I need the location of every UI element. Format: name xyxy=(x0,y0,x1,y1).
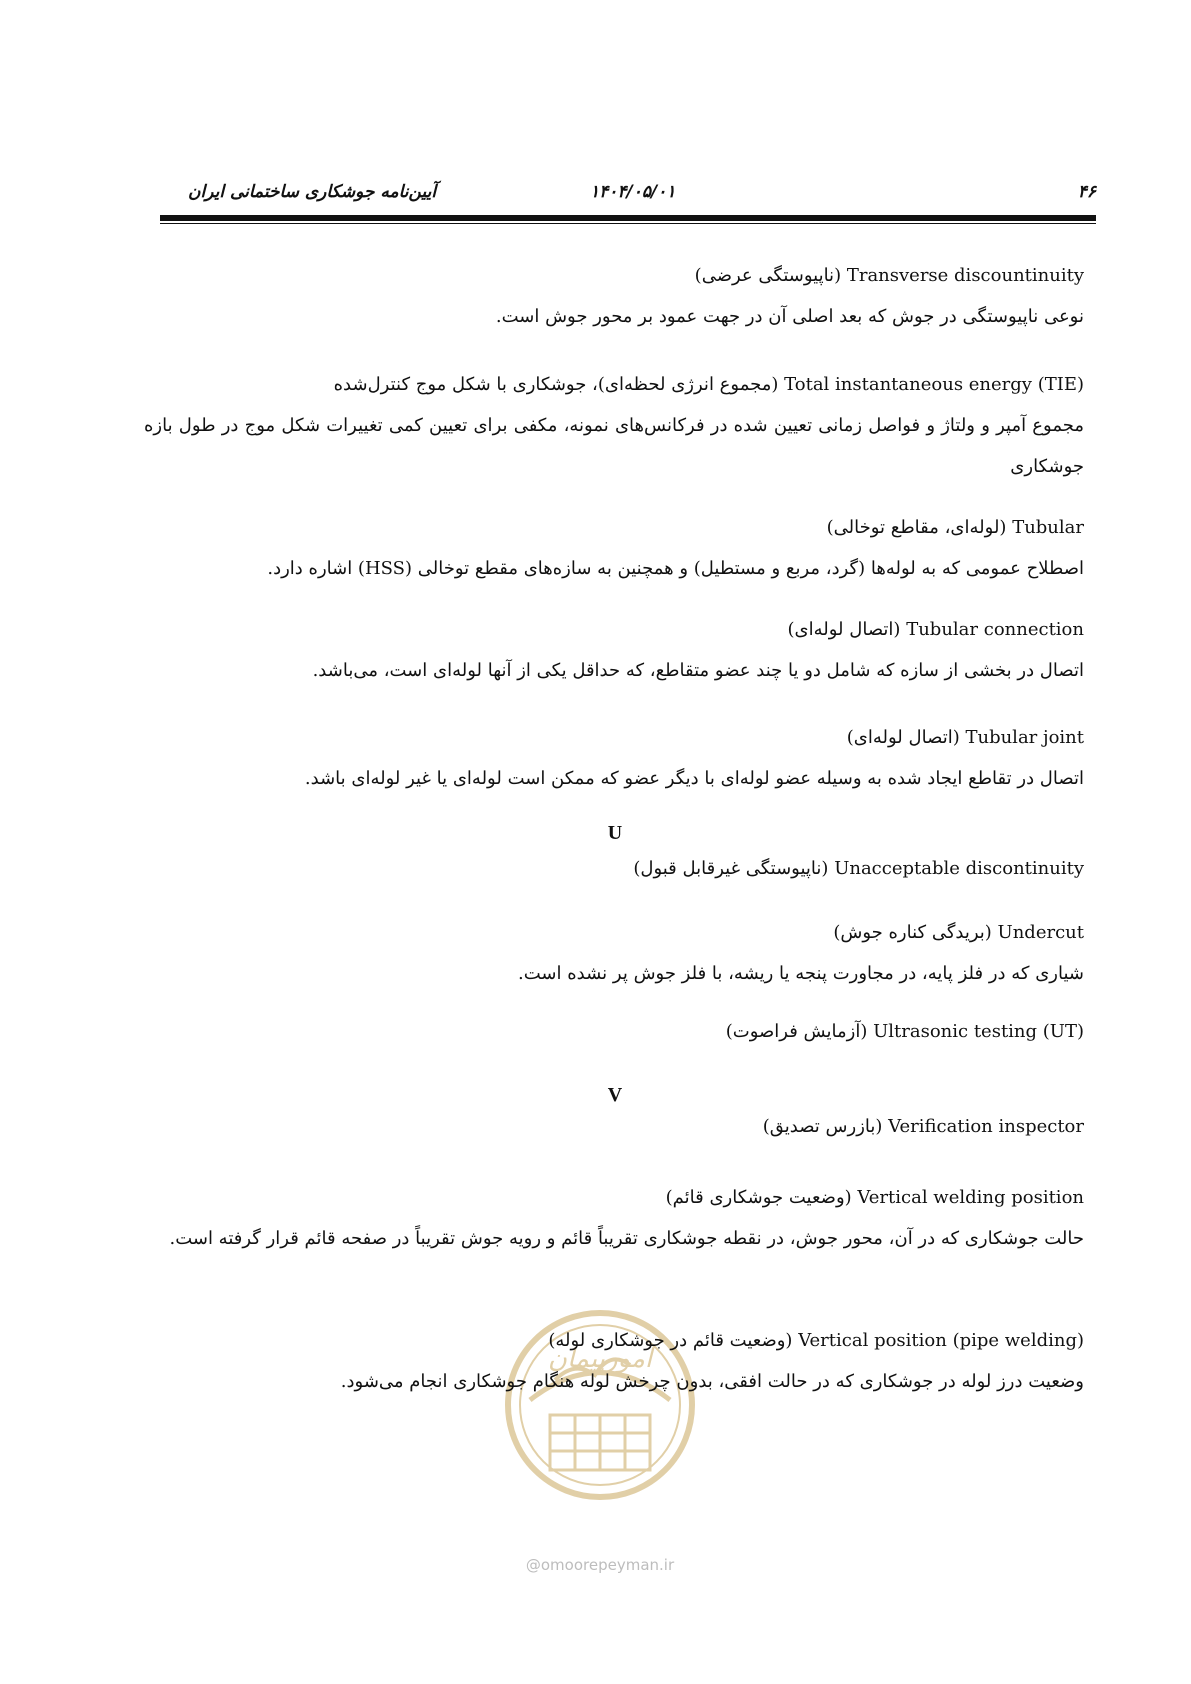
term-english: Vertical position (pipe welding) xyxy=(798,1330,1084,1351)
glossary-entry xyxy=(144,1011,1084,1052)
glossary-entry xyxy=(144,1177,1084,1259)
term-english: Vertical welding position xyxy=(857,1187,1084,1208)
entry-term xyxy=(144,912,1084,953)
term-persian: (ناپیوستگی عرضی) xyxy=(694,265,842,286)
entry-term xyxy=(144,1177,1084,1218)
term-persian: (وضعیت قائم در جوشکاری لوله) xyxy=(548,1330,793,1351)
term-persian: (اتصال لوله‌ای) xyxy=(787,619,901,640)
term-english: Tubular xyxy=(1012,517,1084,538)
glossary-entry xyxy=(144,609,1084,691)
section-letter-v: V xyxy=(607,1084,623,1106)
glossary-entry xyxy=(144,1320,1084,1402)
glossary-entry xyxy=(144,364,1084,487)
term-persian: (آزمایش فراصوت) xyxy=(725,1021,868,1042)
term-english: Tubular connection xyxy=(906,619,1084,640)
entry-term xyxy=(144,717,1084,758)
page-number: ۴۶ xyxy=(1077,182,1096,202)
term-english: Tubular joint xyxy=(965,727,1084,748)
entry-definition: اتصال در تقاطع ایجاد شده به وسیله عضو لوله‌ای با دیگر عضو که ممکن است لوله‌ای یا غیر لوله‌ای باشد. xyxy=(304,768,1084,789)
entry-definition: اتصال در بخشی از سازه که شامل دو یا چند عضو متقاطع، که حداقل یکی از آنها لوله‌ای است، می‌باشد. xyxy=(312,660,1084,681)
watermark-logo-text: امورپیمان xyxy=(547,1344,653,1374)
term-persian: (ناپیوستگی غیرقابل قبول) xyxy=(633,858,829,879)
header-title: آیین‌نامه جوشکاری ساختمانی ایران xyxy=(188,182,437,202)
term-persian: (لوله‌ای، مقاطع توخالی) xyxy=(826,517,1007,538)
entry-term xyxy=(144,255,1084,296)
glossary-entry xyxy=(144,255,1084,337)
entry-definition: وضعیت درز لوله در جوشکاری که در حالت افقی، بدون چرخش لوله هنگام جوشکاری انجام می‌شود. xyxy=(340,1371,1084,1392)
section-letter-u: U xyxy=(607,822,623,844)
entry-definition: حالت جوشکاری که در آن، محور جوش، در نقطه جوشکاری تقریباً قائم و رویه جوش تقریباً در صفحه قائم قرار گرفته است. xyxy=(169,1228,1084,1249)
header-rule-thin xyxy=(160,223,1096,224)
glossary-entry xyxy=(144,1106,1084,1147)
term-english: Unacceptable discontinuity xyxy=(834,858,1084,879)
term-english: Undercut xyxy=(997,922,1084,943)
entry-term xyxy=(144,507,1084,548)
term-persian: (بریدگی کناره جوش) xyxy=(833,922,992,943)
entry-term xyxy=(144,1011,1084,1052)
term-persian: (بازرس تصدیق) xyxy=(762,1116,883,1137)
term-persian: (اتصال لوله‌ای) xyxy=(846,727,960,748)
entry-definition: اصطلاح عمومی که به لوله‌ها (گرد، مربع و مستطیل) و همچنین به سازه‌های مقطع توخالی (HSS) اشاره دارد. xyxy=(267,558,1084,579)
watermark-url: @omoorepeyman.ir xyxy=(525,1556,675,1574)
page-header xyxy=(160,182,1096,212)
header-rule-thick xyxy=(160,215,1096,221)
glossary-entry xyxy=(144,848,1084,889)
term-english: Ultrasonic testing (UT) xyxy=(873,1021,1084,1042)
term-persian: (مجموع انرژی لحظه‌ای)، جوشکاری با شکل موج کنترل‌شده xyxy=(333,374,779,395)
glossary-entry xyxy=(144,717,1084,799)
entry-term xyxy=(144,364,1084,405)
entry-term xyxy=(144,1320,1084,1361)
entry-definition: نوعی ناپیوستگی در جوش که بعد اصلی آن در جهت عمود بر محور جوش است. xyxy=(495,306,1084,327)
term-english: Transverse discountinuity xyxy=(846,265,1084,286)
header-date: ۱۴۰۴/۰۵/۰۱ xyxy=(590,182,676,202)
term-english: Total instantaneous energy (TIE) xyxy=(784,374,1084,395)
entry-term xyxy=(144,848,1084,889)
term-persian: (وضعیت جوشکاری قائم) xyxy=(665,1187,852,1208)
glossary-entry xyxy=(144,912,1084,994)
entry-term xyxy=(144,609,1084,650)
glossary-entry xyxy=(144,507,1084,589)
entry-term xyxy=(144,1106,1084,1147)
term-english: Verification inspector xyxy=(888,1116,1084,1137)
entry-definition: مجموع آمپر و ولتاژ و فواصل زمانی تعیین شده در فرکانس‌های نمونه، مکفی برای تعیین کمی تغییرات شکل موج در طول بازه جوشکاری xyxy=(144,415,1084,477)
entry-definition: شیاری که در فلز پایه، در مجاورت پنجه یا ریشه، با فلز جوش پر نشده است. xyxy=(518,963,1084,984)
